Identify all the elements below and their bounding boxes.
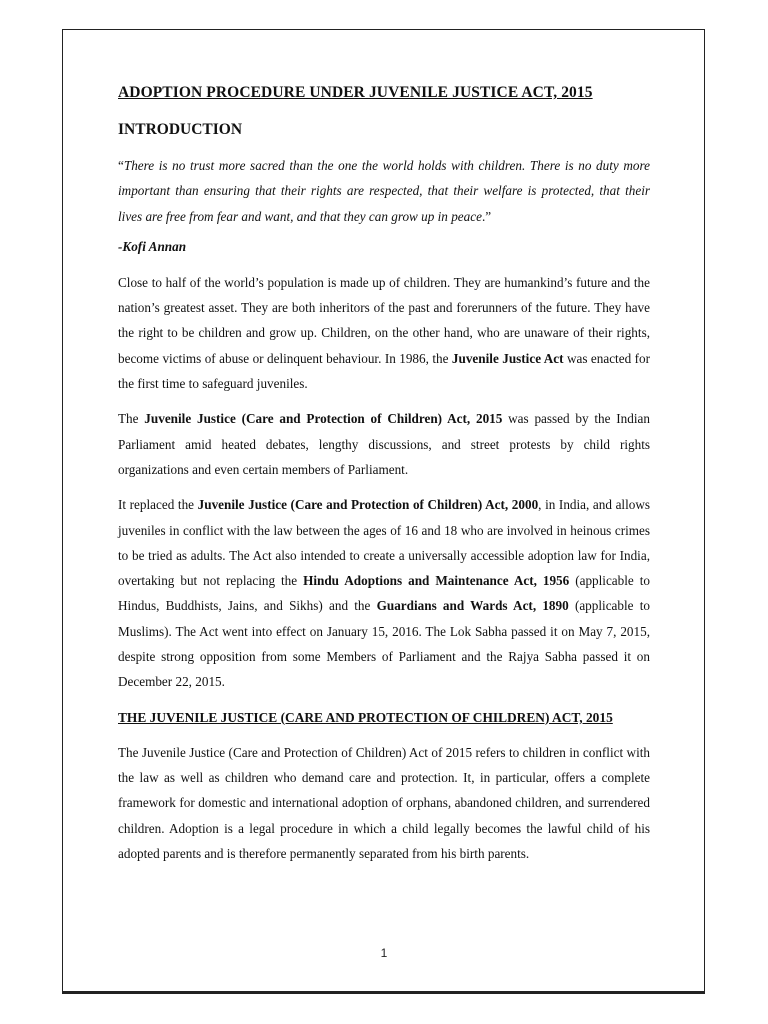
paragraph-2-bold-a: Juvenile Justice (Care and Protection of Children) Act, 2015: [144, 411, 503, 427]
paragraph-3-bold-c: Guardians and Wards Act, 1890: [376, 598, 569, 614]
paragraph-1-text-b: was enacted for the first time to safeguard juveniles.: [118, 350, 650, 392]
paragraph-2-text-a: The: [118, 411, 145, 427]
quote-close-mark: .”: [481, 208, 492, 224]
paragraph-3-text-d: (applicable to Muslims). The Act went into effect on January 15, 2016. The Lok Sabha passed it on May 7, 2015, despite strong opposition from some Members of Parliament and the Rajya Sabha passed it on December 22, 2015.: [118, 598, 651, 690]
paragraph-2: [118, 406, 650, 482]
page-number: 1: [380, 946, 388, 960]
introduction-heading: INTRODUCTION: [118, 121, 243, 138]
paragraph-3-bold-b: Hindu Adoptions and Maintenance Act, 1956: [303, 573, 570, 589]
paragraph-1-text-a: Close to half of the world’s population is made up of children. They are humankind’s future and the nation’s greatest asset. They are both inheritors of the past and forerunners of the future. They have the right to be children and grow up. Children, on the other hand, who are unaware of their rights, become victims of abuse or delinquent behaviour. In 1986, the: [118, 274, 650, 366]
paragraph-1-bold-a: Juvenile Justice Act: [451, 350, 564, 366]
paragraph-3-bold-a: Juvenile Justice (Care and Protection of Children) Act, 2000: [197, 497, 539, 513]
quote-author: [118, 234, 650, 259]
paragraph-3: [118, 492, 650, 694]
document-body: [118, 84, 650, 876]
quote-text: There is no trust more sacred than the one the world holds with children. There is no duty more important than ensuring that their rights are respected, that their welfare is protected, that their lives are free from fear and want, and that they can grow up in peace: [118, 158, 650, 224]
quote-open-mark: “: [118, 158, 124, 173]
paragraph-4: The Juvenile Justice (Care and Protection of Children) Act of 2015 refers to children in conflict with the law as well as children who demand care and protection. It, in particular, offers a complete framework for domestic and international adoption of orphans, abandoned children, and surrendered children. Adoption is a legal procedure in which a child legally becomes the lawful child of his adopted parents and is therefore permanently separated from his birth parents.: [118, 744, 650, 861]
act-section-heading: THE JUVENILE JUSTICE (CARE AND PROTECTION OF CHILDREN) ACT, 2015: [118, 709, 613, 725]
quote-author-prefix: -: [118, 238, 123, 254]
paragraph-1: [118, 270, 650, 396]
opening-quote: [118, 153, 650, 229]
paragraph-2-text-b: was passed by the Indian Parliament amid heated debates, lengthy discussions, and street protests by child rights organizations and even certain members of Parliament.: [118, 411, 650, 477]
paragraph-3-text-a: It replaced the: [118, 497, 198, 513]
document-title: ADOPTION PROCEDURE UNDER JUVENILE JUSTICE ACT, 2015: [118, 84, 593, 101]
paragraph-3-text-c: (applicable to Hindus, Buddhists, Jains, and Sikhs) and the: [118, 573, 650, 614]
paragraph-3-text-b: , in India, and allows juveniles in conflict with the law between the ages of 16 and 18 who are involved in heinous crimes to be tried as adults. The Act also intended to create a universally accessible adoption law for India, overtaking but not replacing the: [118, 497, 650, 589]
quote-author-name: Kofi Annan: [122, 238, 187, 254]
